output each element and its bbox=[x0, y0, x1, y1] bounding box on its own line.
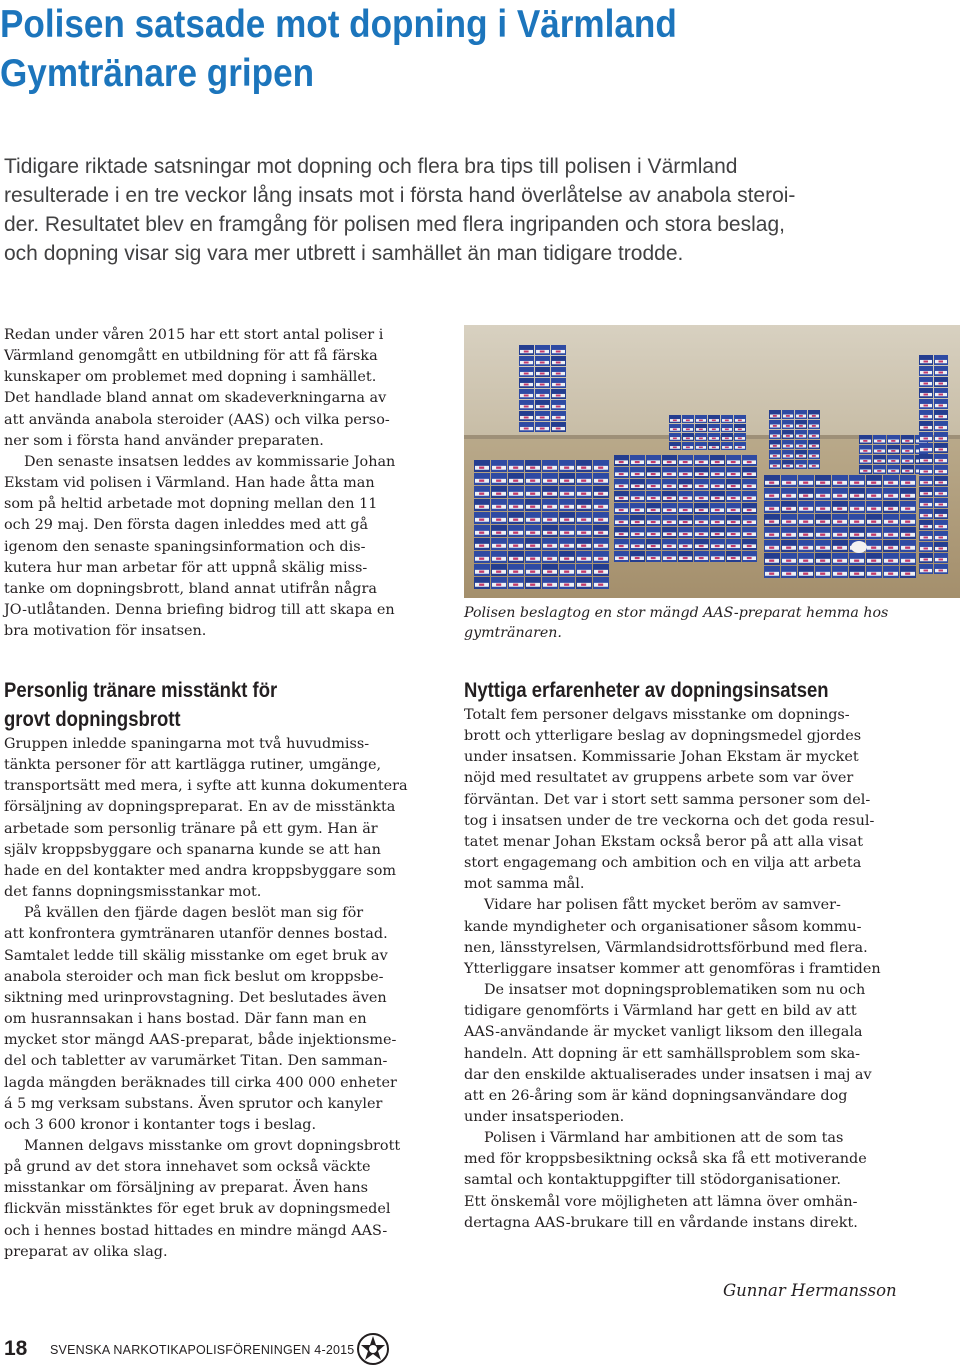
text-line: Värmland genomgått en utbildning för att få färska bbox=[4, 348, 378, 365]
text-line: anabola steroider och man fick beslut om kroppsbe- bbox=[4, 968, 384, 985]
text-line: handeln. Att dopning är ett samhällsproblem som ska- bbox=[464, 1045, 861, 1062]
seizure-photo bbox=[464, 325, 960, 598]
caption-line: Polisen beslagtog en stor mängd AAS-preparat hemma hos bbox=[464, 605, 889, 621]
text-line: kutera hur man arbetar för att uppnå skälig miss- bbox=[4, 559, 368, 576]
page-footer bbox=[4, 1334, 504, 1364]
lead-line: Tidigare riktade satsningar mot dopning och flera bra tips till polisen i Värmland bbox=[4, 155, 738, 178]
text-line: Det handlade bland annat om skadeverkningarna av bbox=[4, 390, 387, 407]
lead-line: och dopning visar sig vara mer utbrett i samhället än man tidigare trodde. bbox=[4, 242, 684, 265]
heading-line: grovt dopningsbrott bbox=[4, 708, 181, 731]
text-line: ner som i första hand använder preparaten. bbox=[4, 432, 324, 449]
text-line: brott och ytterligare beslag av dopningsmedel gjordes bbox=[464, 728, 862, 745]
text-line: tanke om dopningsbrott, bland annat utifrån några bbox=[4, 580, 377, 597]
text-line: under insatsperioden. bbox=[464, 1108, 625, 1125]
text-line: nen, länsstyrelsen, Värmlandsidrottsförbund med flera. bbox=[464, 939, 868, 956]
text-line: om husrannsakan i hans bostad. Där fann man en bbox=[4, 1011, 367, 1028]
text-line: del och tabletter av varumärket Titan. Den samman- bbox=[4, 1053, 388, 1070]
text-line: transportsätt med mera, i syfte att kunna dokumentera bbox=[4, 778, 408, 795]
text-line: lagda mängden beräknades till cirka 400 000 enheter bbox=[4, 1074, 397, 1091]
text-line: Ett önskemål vore möjligheten att lämna över omhän- bbox=[464, 1193, 858, 1210]
text-line: det fanns dopningsmisstankar mot. bbox=[4, 884, 262, 901]
section-grovt-dopningsbrott bbox=[4, 676, 424, 1263]
text-line: siktning med urinprovstagning. Det beslutades även bbox=[4, 989, 387, 1006]
text-line: under insatsen. Kommissarie Johan Ekstam är mycket bbox=[464, 749, 859, 766]
text-line: att använda anabola steroider (AAS) och vilka perso- bbox=[4, 411, 390, 428]
text-line: preparat av olika slag. bbox=[4, 1243, 168, 1260]
text-line: samtal och kontaktuppgifter till stödorganisationer. bbox=[464, 1172, 841, 1189]
lead-line: resulterade i en tre veckor lång insats mot i första hand överlåtelse av anabola steroi- bbox=[4, 184, 796, 207]
title-line: Polisen satsade mot dopning i Värmland bbox=[0, 3, 677, 46]
text-line: dertagna AAS-brukare till en vårdande instans direkt. bbox=[464, 1214, 858, 1231]
caption-line: gymtränaren. bbox=[464, 625, 562, 641]
text-line: arbetade som personlig tränare på ett gym. Han är bbox=[4, 820, 378, 837]
text-line: tog i insatsen under de tre veckorna och det goda resul- bbox=[464, 812, 875, 829]
text-line: á 5 mg verksam substans. Även sprutor och kanyler bbox=[4, 1095, 383, 1112]
text-line: AAS-användande är mycket vanligt liksom den illegala bbox=[464, 1024, 863, 1041]
text-line: förväntan. Det var i stort sett samma personer som del- bbox=[464, 791, 871, 808]
author-byline: Gunnar Hermansson bbox=[723, 1281, 897, 1300]
text-line: Vidare har polisen fått mycket beröm av samver- bbox=[484, 897, 841, 914]
text-line: tänkta personer för att kartlägga rutiner, umgänge, bbox=[4, 757, 382, 774]
text-line: mycket stor mängd AAS-preparat, både injektionsme- bbox=[4, 1032, 397, 1049]
text-line: Polisen i Värmland har ambitionen att de som tas bbox=[484, 1130, 844, 1147]
section-body bbox=[4, 734, 424, 1263]
text-line: med för kroppsbesiktning också ska få ett motiverande bbox=[464, 1151, 867, 1168]
text-line: igenom den senaste spaningsinformation och dis- bbox=[4, 538, 366, 555]
text-line: tatet menar Johan Ekstam också beror på att alla visat bbox=[464, 833, 864, 850]
text-line: och 3 600 kronor i kontanter togs i beslag. bbox=[4, 1116, 317, 1133]
text-line: på grund av det stora innehavet som också väckte bbox=[4, 1159, 371, 1176]
text-line: Gruppen inledde spaningarna mot två huvudmiss- bbox=[4, 736, 370, 752]
text-line: nöjd med resultatet av gruppens arbete som var över bbox=[464, 770, 854, 787]
text-line: Ytterliggare insatser kommer att genomföras i framtiden bbox=[464, 960, 881, 977]
page-number: 18 bbox=[4, 1337, 28, 1360]
text-line: På kvällen den fjärde dagen beslöt man sig för bbox=[24, 905, 364, 922]
text-line: bra motivation för insatsen. bbox=[4, 623, 207, 640]
text-line: som på heltid arbetade mot dopning mellan den 11 bbox=[4, 496, 378, 513]
text-line: att en 26-åring som är känd dopningsanvändare dog bbox=[464, 1087, 848, 1104]
association-emblem-icon bbox=[356, 1332, 390, 1366]
publication-name: SVENSKA NARKOTIKAPOLISFÖRENINGEN 4-2015 bbox=[50, 1343, 355, 1357]
text-line: att konfrontera gymtränaren utanför dennes bostad. bbox=[4, 926, 388, 943]
text-line: stort engagemang och ambition och en vilja att arbeta bbox=[464, 855, 862, 872]
section-body bbox=[464, 705, 884, 1234]
text-line: Den senaste insatsen leddes av kommissarie Johan bbox=[24, 453, 396, 470]
text-line: Samtalet ledde till skälig misstanke om eget bruk av bbox=[4, 947, 388, 964]
intro-text bbox=[4, 325, 424, 642]
text-line: själv kroppsbyggare och spanarna kunde se att han bbox=[4, 841, 381, 858]
text-line: kunskaper om problemet med dopning i samhället. bbox=[4, 369, 377, 386]
lead-paragraph bbox=[4, 152, 904, 268]
text-line: misstankar om försäljning av preparat. Även hans bbox=[4, 1180, 368, 1197]
text-line: och i hennes bostad hittades en mindre mängd AAS- bbox=[4, 1222, 388, 1239]
lead-line: der. Resultatet blev en framgång för polisen med flera ingripanden och stora beslag, bbox=[4, 213, 785, 236]
seized-boxes-image bbox=[464, 325, 960, 598]
text-line: flickvän misstänktes för eget bruk av dopningsmedel bbox=[4, 1201, 391, 1218]
text-line: JO-utlåtanden. Denna briefing bidrog till att skapa en bbox=[4, 602, 395, 619]
heading-line: Personlig tränare misstänkt för bbox=[4, 679, 278, 702]
text-line: mot samma mål. bbox=[464, 876, 585, 893]
article-title bbox=[0, 0, 864, 98]
photo-caption bbox=[464, 603, 904, 643]
text-line: De insatser mot dopningsproblematiken som nu och bbox=[484, 982, 866, 999]
section-nyttiga-erfarenheter bbox=[464, 676, 884, 1234]
text-line: kande myndigheter och organisationer såsom kommu- bbox=[464, 918, 862, 935]
text-line: Totalt fem personer delgavs misstanke om dopnings- bbox=[464, 707, 850, 723]
section-heading bbox=[4, 676, 374, 734]
text-line: tidigare genomförts i Värmland har gett en bild av att bbox=[464, 1003, 857, 1020]
text-line: och 29 maj. Den första dagen inleddes med att gå bbox=[4, 517, 369, 534]
text-line: Ekstam vid polisen i Värmland. Han hade åtta man bbox=[4, 475, 375, 492]
text-line: hade en del kontakter med andra kroppsbyggare som bbox=[4, 862, 397, 879]
text-line: dar den enskilde aktualiserades under insatsen i maj av bbox=[464, 1066, 872, 1083]
text-line: Redan under våren 2015 har ett stort antal poliser i bbox=[4, 327, 384, 343]
heading-line: Nyttiga erfarenheter av dopningsinsatsen bbox=[464, 679, 829, 702]
text-line: försäljning av dopningspreparat. En av de misstänkta bbox=[4, 799, 396, 816]
section-heading bbox=[464, 676, 834, 705]
text-line: Mannen delgavs misstanke om grovt dopningsbrott bbox=[24, 1137, 401, 1154]
title-line: Gymtränare gripen bbox=[0, 52, 315, 95]
